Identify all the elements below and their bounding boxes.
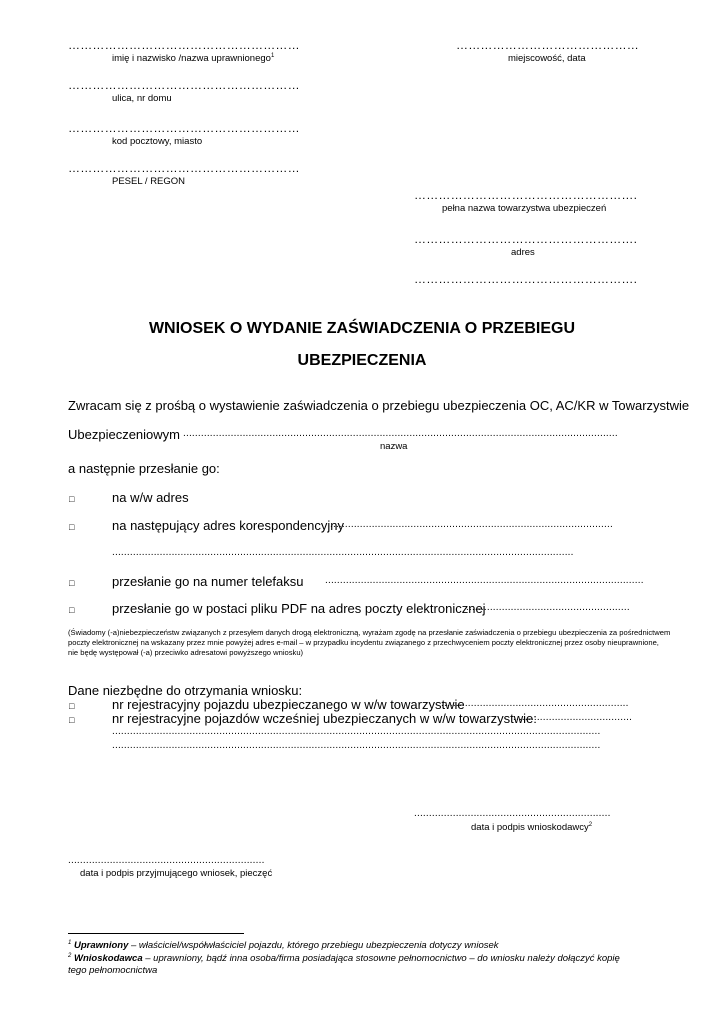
required-item-1-label: nr rejestracyjny pojazdu ubezpieczanego w w/w towarzystwie xyxy=(112,697,465,712)
footnote-1: $^1$ Uprawniony – właściciel/współwłaściciel pojazdu, którego przebiegu ubezpieczenia dotyczy wniosek xyxy=(68,939,499,951)
option-4-label: przesłanie go w postaci pliku PDF na adres poczty elektronicznej xyxy=(112,601,486,616)
footnote-ref-1: 1 xyxy=(270,52,275,59)
required-heading: Dane niezbędne do otrzymania wniosku: xyxy=(68,683,303,698)
footnote-2: $^2$ Wnioskodawca – uprawniony, bądź inna osoba/firma posiadająca stosowne pełnomocnictwo – do wniosku należy dołączyć kopię xyxy=(68,952,620,964)
insurer-address-dots-2[interactable]: ………………………………………………. xyxy=(414,272,638,286)
checkbox-3[interactable]: □ xyxy=(69,578,75,588)
checkbox-1[interactable]: □ xyxy=(69,494,75,504)
receiver-signature-caption: data i podpis przyjmującego wniosek, pieczęć xyxy=(80,868,273,879)
name-dots[interactable]: ………………………………………………… xyxy=(68,38,300,52)
extra-dots-1[interactable]: .................................................................................................................................................................... xyxy=(112,726,601,737)
option-3-dots[interactable]: ........................................................................................................... xyxy=(325,575,644,586)
insurer-address-dots[interactable]: ………………………………………………. xyxy=(414,232,638,246)
postal-dots[interactable]: ………………………………………………… xyxy=(68,121,300,135)
insurer-name-dots[interactable]: ………………………………………………. xyxy=(414,188,638,202)
then-text: a następnie przesłanie go: xyxy=(68,461,220,476)
option-2-label: na następujący adres korespondencyjny xyxy=(112,518,344,533)
required-item-2-label: nr rejestracyjne pojazdów wcześniej ubezpieczanych w w/w towarzystwie: xyxy=(112,711,537,726)
document-title-line2: UBEZPIECZENIA xyxy=(297,352,427,369)
pesel-caption: PESEL / REGON xyxy=(112,176,186,187)
checkbox-6[interactable]: □ xyxy=(69,715,75,725)
postal-caption: kod pocztowy, miasto xyxy=(112,136,203,147)
option-1-label: na w/w adres xyxy=(112,490,189,505)
consent-line-3: nie będę występował (-a) przeciwko adresatowi powyższego wniosku) xyxy=(68,648,304,657)
checkbox-5[interactable]: □ xyxy=(69,701,75,711)
extra-dots-2[interactable]: .................................................................................................................................................................... xyxy=(112,740,601,751)
option-3-label: przesłanie go na numer telefaksu xyxy=(112,574,304,589)
option-2-dots-line2[interactable]: ........................................................................................................................................................... xyxy=(112,547,574,558)
footnote-ref-2: 2 xyxy=(588,821,593,828)
required-item-2-dots[interactable]: ........................................ xyxy=(513,712,633,723)
insurer-address-caption: adres xyxy=(511,247,535,258)
intro-line1: Zwracam się z prośbą o wystawienie zaświadczenia o przebiegu ubezpieczenia OC, AC/KR w Towarzystwie xyxy=(68,398,690,413)
street-caption: ulica, nr domu xyxy=(112,93,172,104)
applicant-signature-dots[interactable]: .................................................................. xyxy=(414,808,611,819)
place-date-caption: miejscowość, data xyxy=(508,53,586,64)
checkbox-2[interactable]: □ xyxy=(69,522,75,532)
pesel-dots[interactable]: ………………………………………………… xyxy=(68,161,300,175)
option-2-dots[interactable]: ............................................................................................... xyxy=(330,519,613,530)
checkbox-4[interactable]: □ xyxy=(69,605,75,615)
insurer-name-caption: pełna nazwa towarzystwa ubezpieczeń xyxy=(442,203,607,214)
required-item-1-dots[interactable]: ............................................................... xyxy=(441,698,629,709)
place-date-dots[interactable]: ……………………………………… xyxy=(456,38,639,52)
option-4-dots[interactable]: ....................................................... xyxy=(466,602,630,613)
document-title-line1: WNIOSEK O WYDANIE ZAŚWIADCZENIA O PRZEBIEGU xyxy=(148,320,576,337)
receiver-signature-dots[interactable]: .................................................................. xyxy=(68,855,265,866)
consent-line-1: (Świadomy (-a)niebezpieczeństw związanych z przesyłem danych drogą elektroniczną, wyrażam zgodę na przesłanie zaświadczenia o przebiegu ubezpieczenia za pośrednictwem xyxy=(68,628,671,637)
intro-line2-label: Ubezpieczeniowym xyxy=(68,427,180,442)
footnote-separator xyxy=(68,933,244,934)
intro-caption: nazwa xyxy=(380,441,408,452)
street-dots[interactable]: ………………………………………………… xyxy=(68,78,300,92)
insurer-name-input-dots[interactable]: .................................................................................................................................................. xyxy=(183,428,618,439)
footnote-2-cont: tego pełnomocnictwa xyxy=(68,965,158,976)
name-caption: imię i nazwisko /nazwa uprawnionego$^1$ xyxy=(112,52,275,64)
applicant-signature-caption: data i podpis wnioskodawcy$^2$ xyxy=(471,821,593,833)
consent-line-2: poczty elektronicznej na wskazany przez mnie powyżej adres e-mail – w przypadku incydentu związanego z przechwyceniem poczty elektronicznej przez osoby nieuprawnione, xyxy=(68,638,659,647)
